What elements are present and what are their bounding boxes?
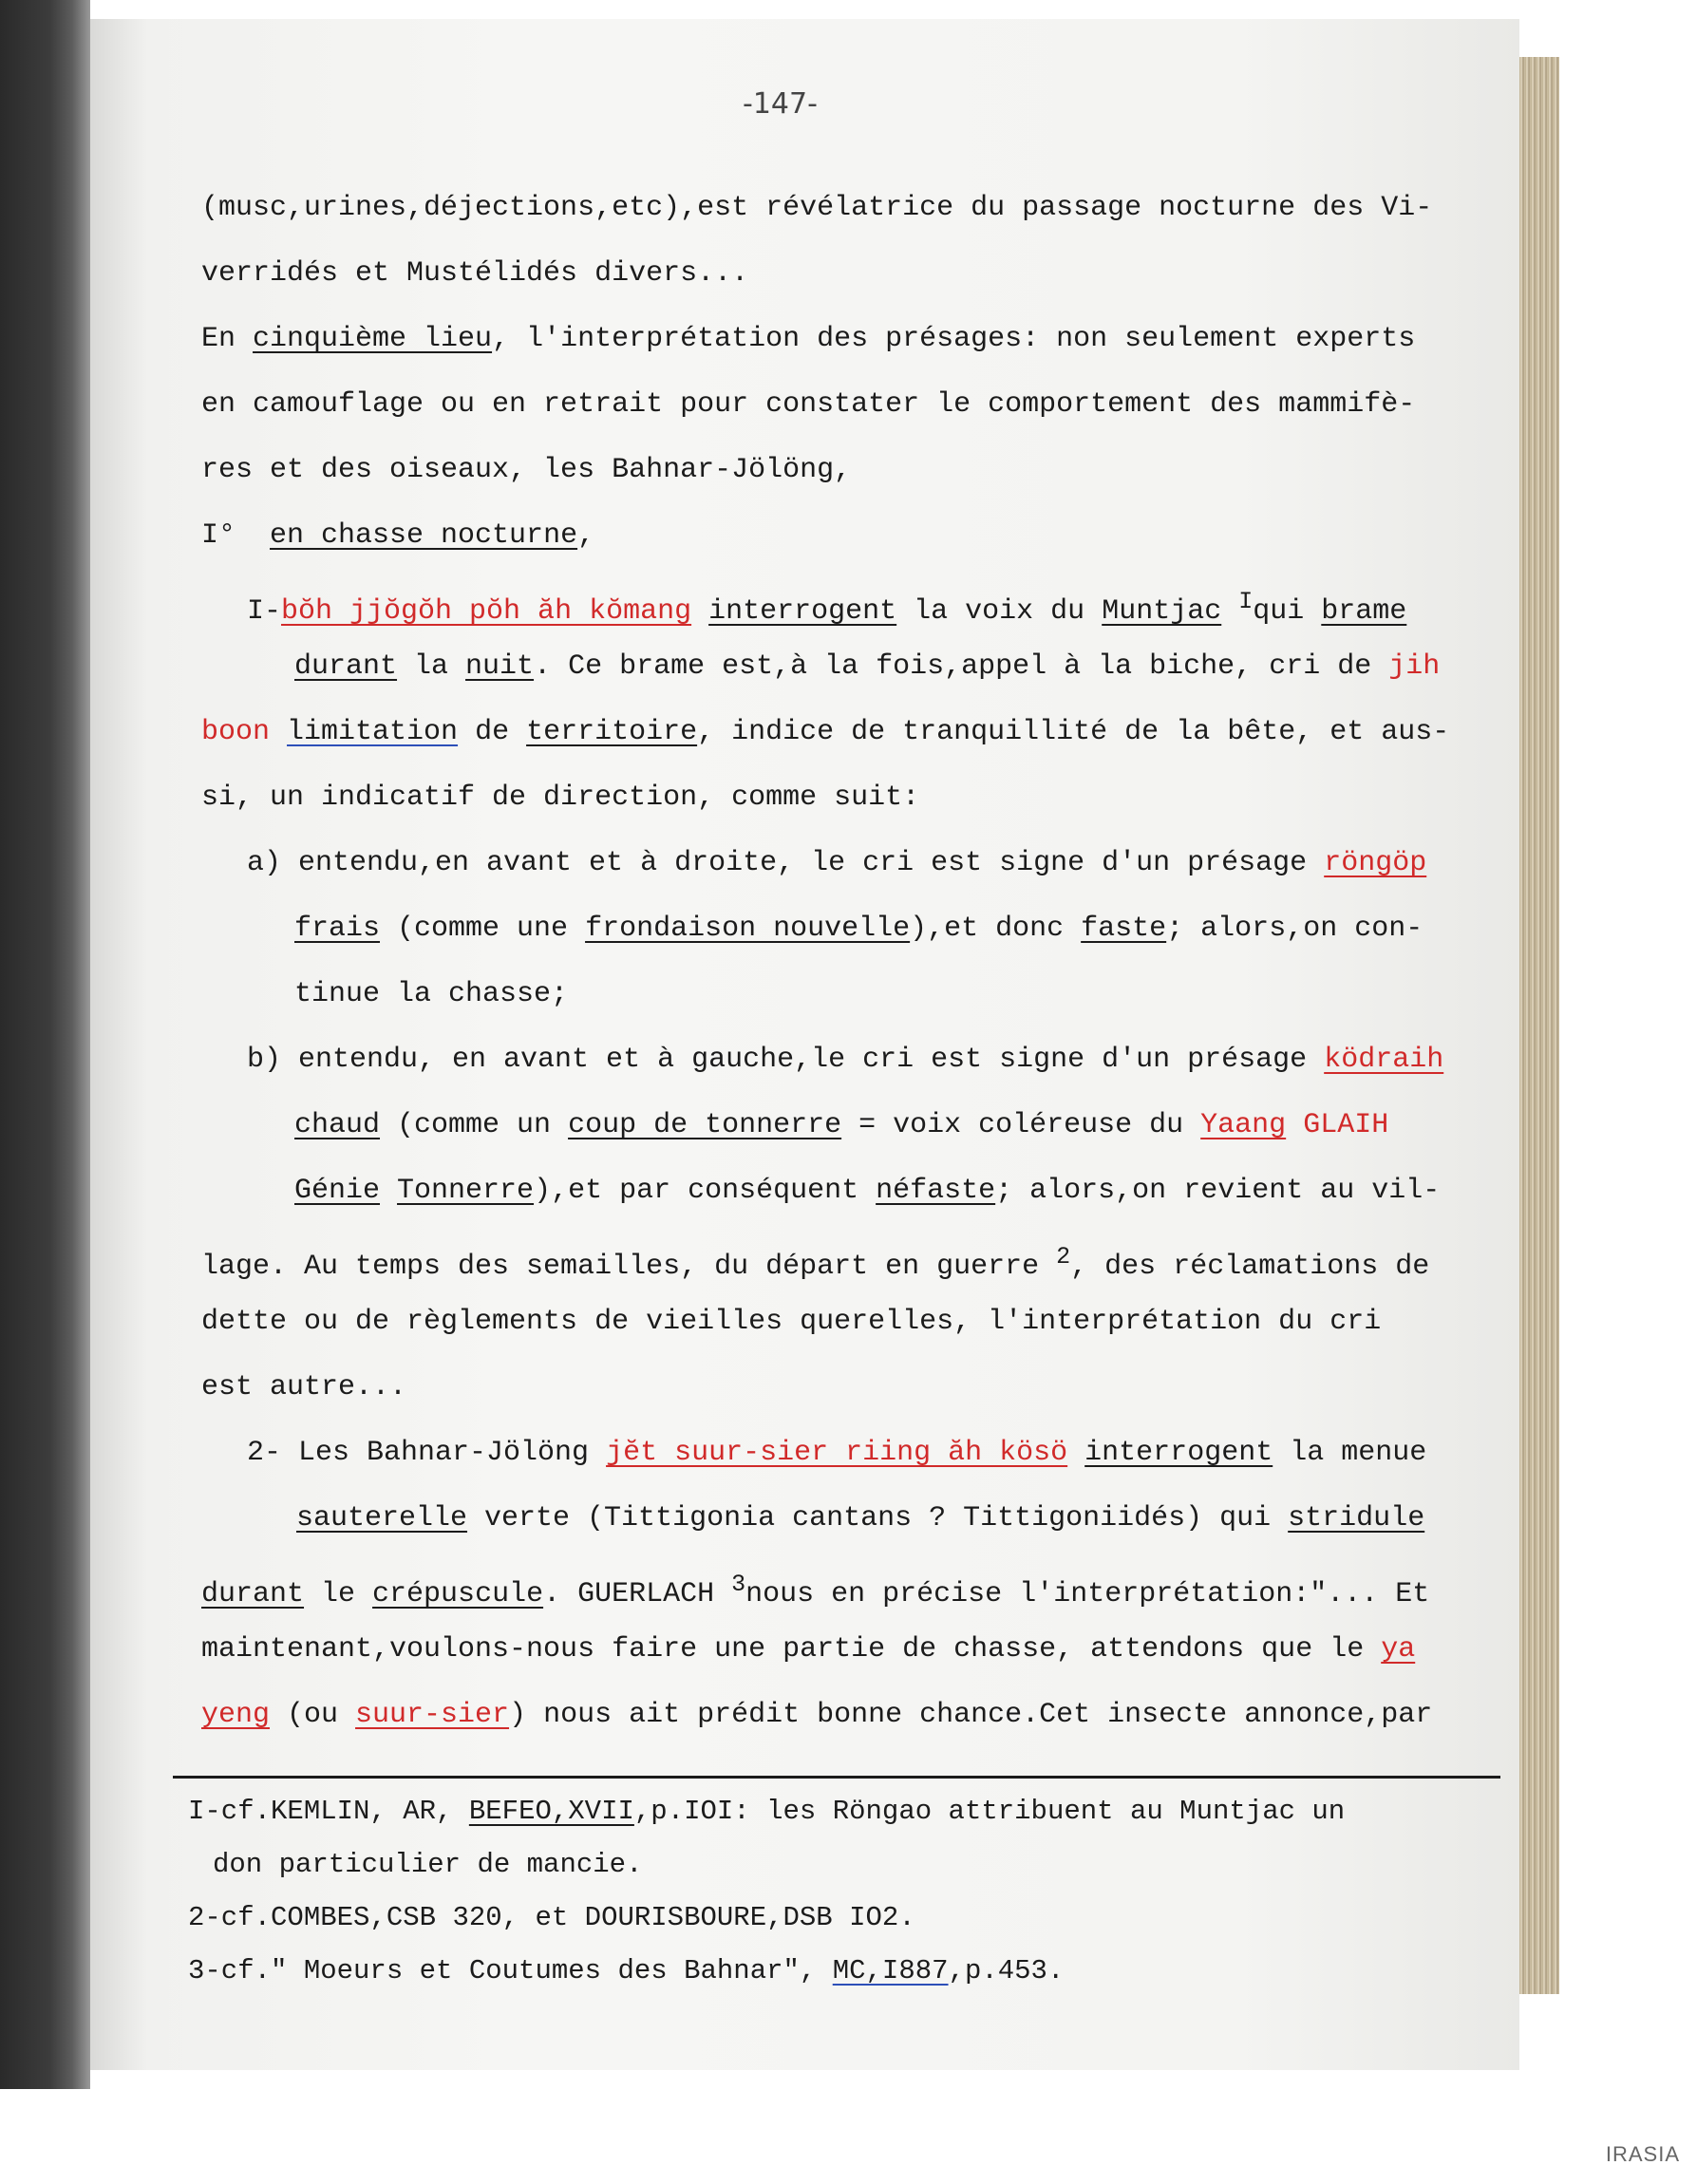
text-line: lage. Au temps des semailles, du départ en guerre $^2$, des réclamations de [201,1243,1430,1283]
text-line: dette ou de règlements de vieilles querelles, l'interprétation du cri [201,1306,1382,1338]
text-line: (musc,urines,déjections,etc),est révélatrice du passage nocturne des Vi- [201,192,1433,224]
text-line: chaud (comme un coup de tonnerre = voix coléreuse du Yaang GLAIH [294,1109,1389,1141]
text-line: verridés et Mustélidés divers... [201,257,749,290]
text-line: maintenant,voulons-nous faire une partie de chasse, attendons que le ya [201,1633,1416,1666]
text-line: a) entendu,en avant et à droite, le cri est signe d'un présage röngöp [247,847,1427,879]
footnotes [188,1785,1499,1998]
footnote-2: 2-cf.COMBES,CSB 320, et DOURISBOURE,DSB IO2. [188,1902,915,1933]
text-line: I° en chasse nocturne, [201,519,595,552]
page-edges [1519,57,1559,1994]
archive-watermark: IRASIA [1605,2142,1680,2166]
text-line: tinue la chasse; [294,978,569,1010]
text-line: 2- Les Bahnar-Jölöng jĕt suur-sier riing ăh kösö interrogent la menue [247,1437,1427,1469]
book-spine-shadow [0,0,90,2089]
text-line: En cinquième lieu, l'interprétation des présages: non seulement experts [201,323,1416,355]
text-line: si, un indicatif de direction, comme suit: [201,781,920,814]
text-line: res et des oiseaux, les Bahnar-Jölöng, [201,454,852,486]
body-text [201,176,1512,1748]
text-line: durant la nuit. Ce brame est,à la fois,appel à la biche, cri de jih [294,650,1441,683]
page-number: -147- [743,87,818,121]
text-line: b) entendu, en avant et à gauche,le cri est signe d'un présage ködraih [247,1044,1444,1076]
text-line: est autre... [201,1371,407,1403]
text-line: I-bŏh jjŏgŏh pŏh ăh kŏmang interrogent la voix du Muntjac $^I$qui brame [247,588,1407,628]
text-line: boon limitation de territoire, indice de tranquillité de la bête, et aus- [201,716,1450,748]
footnote-3: 3-cf." Moeurs et Coutumes des Bahnar", MC,I887,p.453. [188,1955,1065,1986]
text-line: frais (comme une frondaison nouvelle),et donc faste; alors,on con- [294,913,1424,945]
text-line: Génie Tonnerre),et par conséquent néfaste; alors,on revient au vil- [294,1175,1441,1207]
text-line: sauterelle verte (Tittigonia cantans ? Tittigoniidés) qui stridule [296,1502,1425,1534]
footnote-rule [173,1776,1500,1779]
footnote-1-continued: don particulier de mancie. [213,1849,643,1880]
text-line: durant le crépuscule. GUERLACH $^3$nous en précise l'interprétation:"... Et [201,1571,1430,1610]
text-line: yeng (ou suur-sier) nous ait prédit bonne chance.Cet insecte annonce,par [201,1699,1433,1731]
text-line: en camouflage ou en retrait pour constater le comportement des mammifè- [201,388,1416,421]
footnote-1: I-cf.KEMLIN, AR, BEFEO,XVII,p.IOI: les Röngao attribuent au Muntjac un [188,1796,1346,1827]
